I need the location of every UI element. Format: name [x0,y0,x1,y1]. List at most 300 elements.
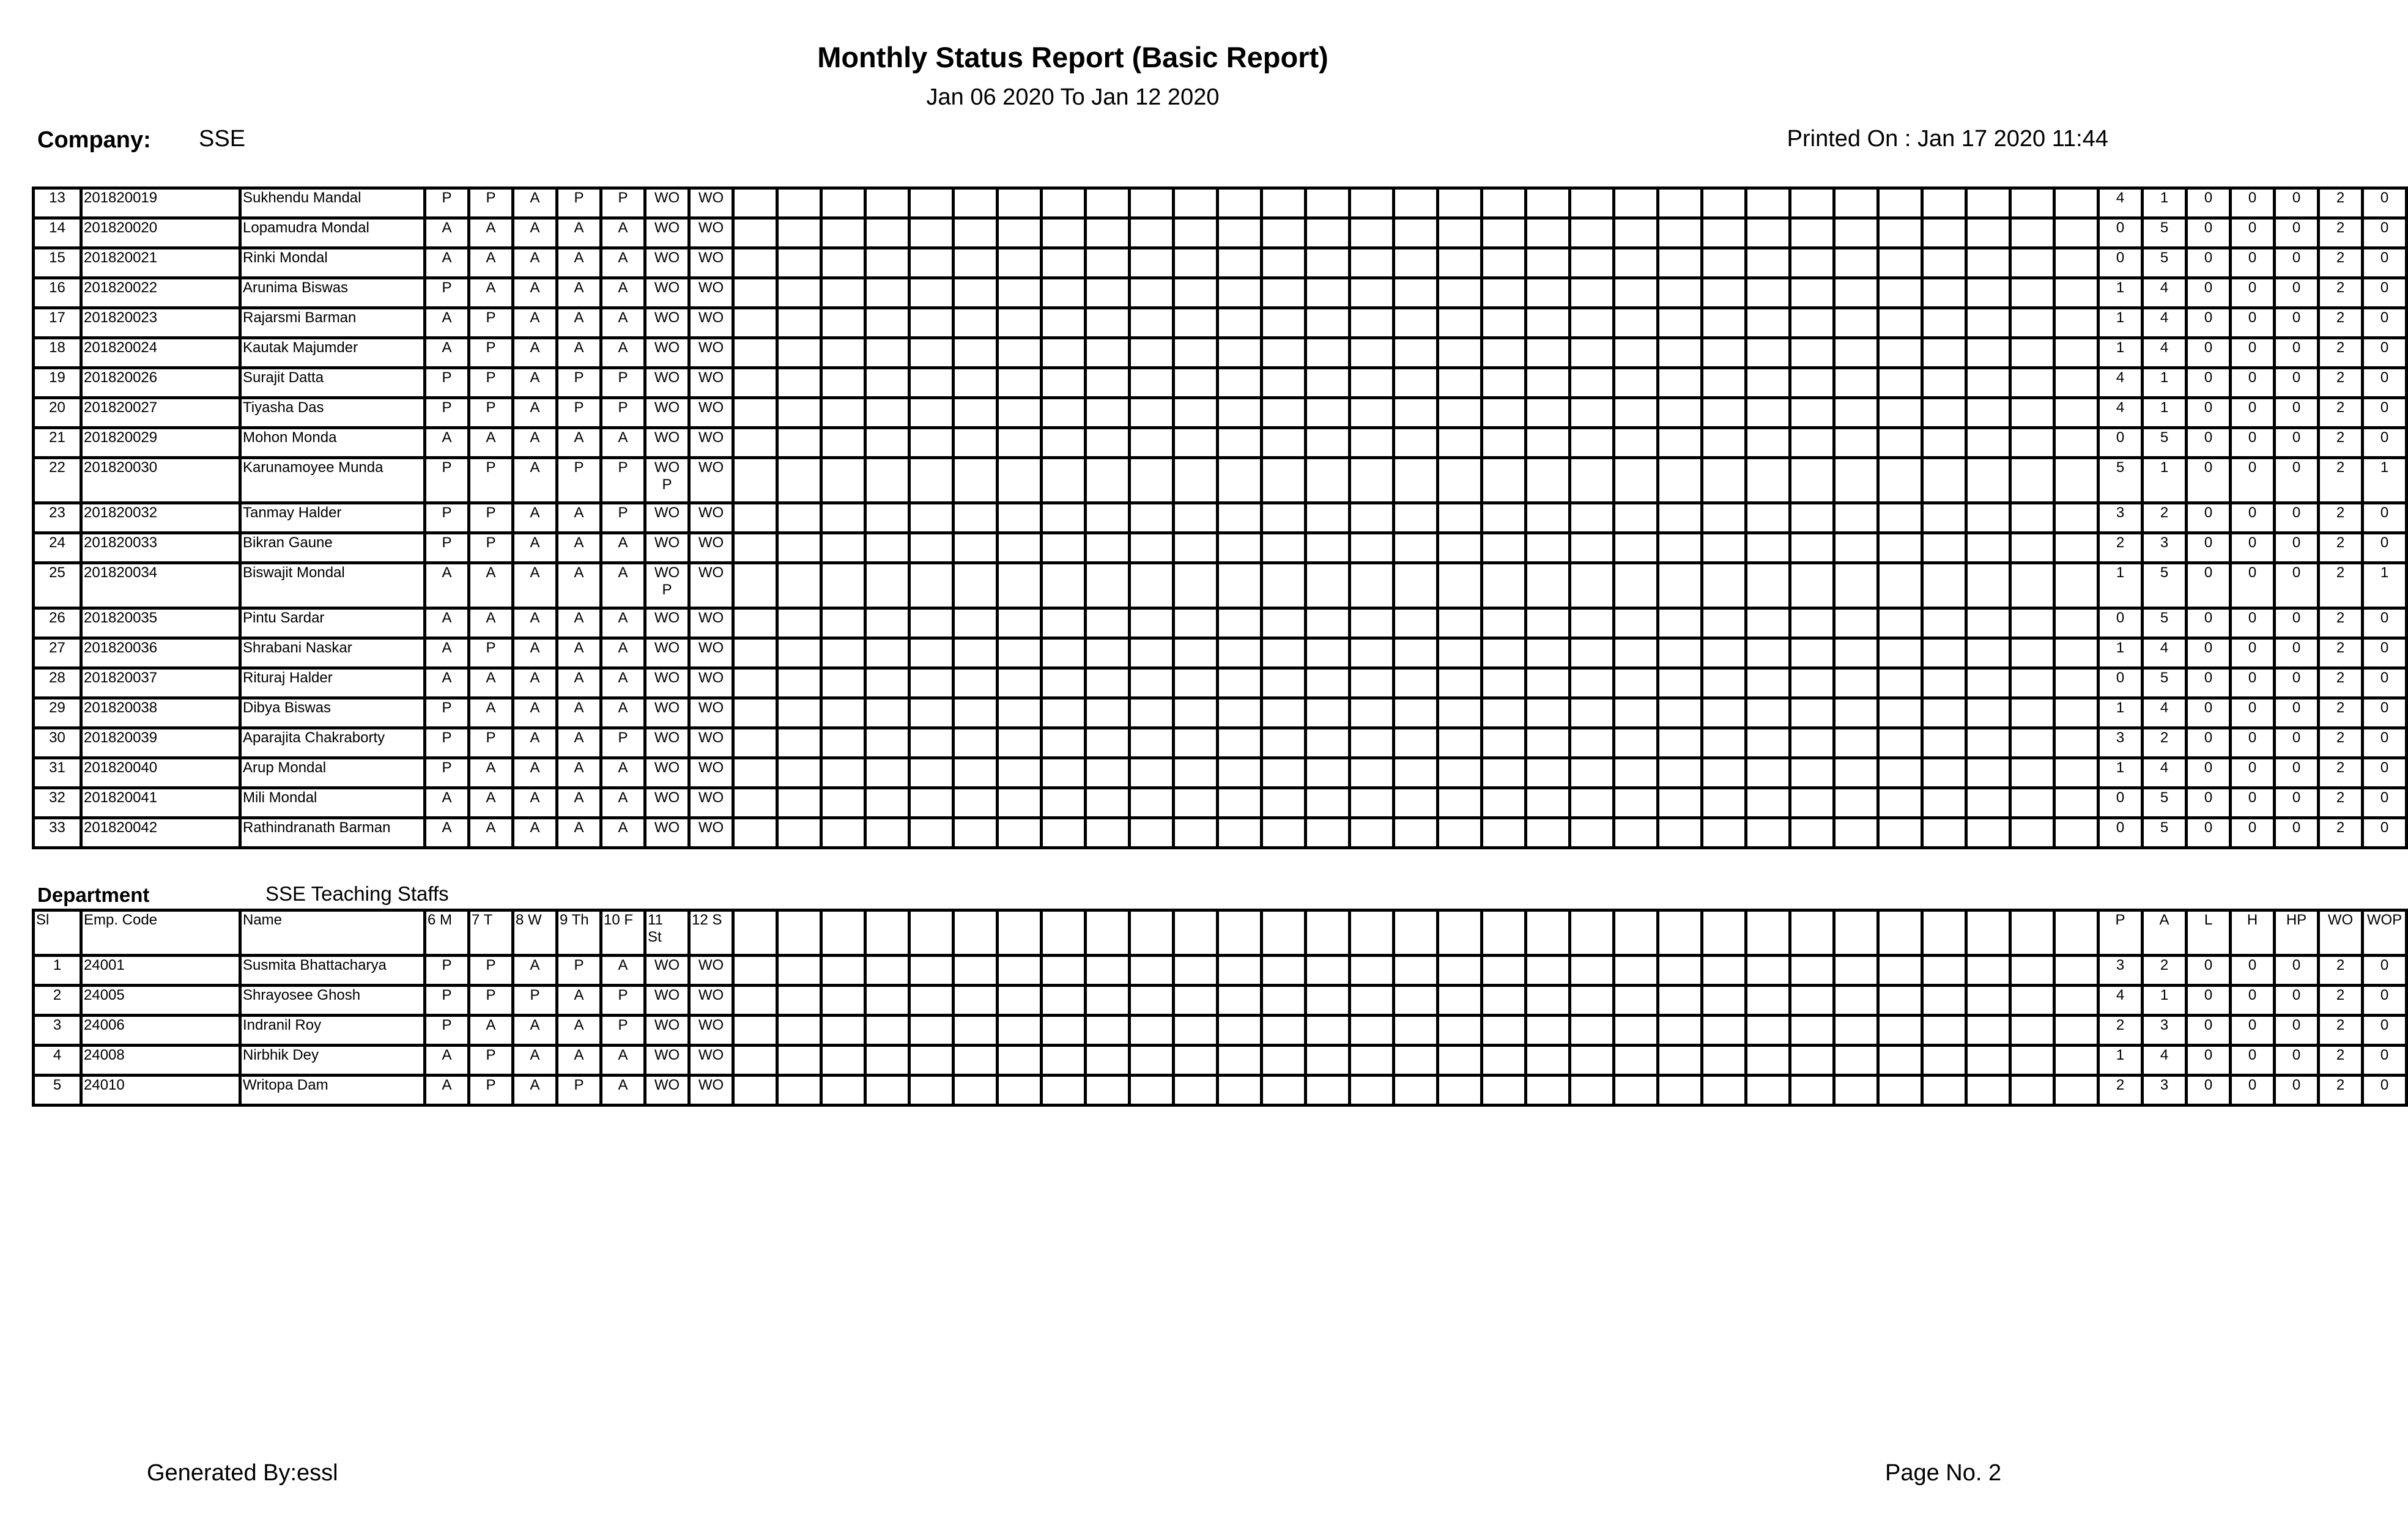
total-cell: 4 [2099,398,2143,428]
empty-day-cell [1218,563,1262,608]
total-cell: 0 [2231,503,2275,533]
empty-day-cell [1878,338,1922,368]
serial-cell: 20 [34,398,81,428]
empty-day-cell [1966,608,2010,638]
table-row [34,278,2407,308]
empty-day-cell [1042,533,1086,563]
empty-day-cell [1966,533,2010,563]
empty-day-cell [909,428,954,458]
empty-day-cell [1218,758,1262,788]
total-cell: 0 [2363,1016,2407,1046]
empty-day-cell [865,608,909,638]
total-cell: 1 [2363,563,2407,608]
empty-day-cell [1394,428,1438,458]
total-cell: 0 [2231,398,2275,428]
total-cell: 0 [2231,428,2275,458]
day-status-cell: A [601,608,645,638]
total-cell: 2 [2319,1076,2363,1105]
empty-day-cell [1262,668,1306,698]
empty-day-cell [1350,278,1394,308]
empty-day-cell [1746,1076,1790,1105]
total-cell: 0 [2275,1046,2319,1076]
empty-day-cell [1966,638,2010,668]
total-cell: 0 [2275,458,2319,503]
day-status-cell: A [425,308,469,338]
empty-day-cell [1702,698,1746,728]
header-day: 8 W [513,910,557,956]
empty-day-cell [1438,398,1482,428]
empty-day-cell [1350,248,1394,278]
empty-day-cell [1086,188,1130,218]
empty-day-cell [1878,248,1922,278]
empty-day-cell [1438,428,1482,458]
empty-day-cell [1658,608,1702,638]
empty-header-cell [1614,910,1658,956]
day-status-cell: P [469,188,513,218]
total-cell: 0 [2187,1076,2231,1105]
total-cell: 0 [2363,428,2407,458]
empty-day-cell [2010,428,2054,458]
empty-day-cell [1306,1046,1350,1076]
header-emp-code: Emp. Code [81,910,240,956]
empty-day-cell [1350,428,1394,458]
empty-day-cell [1174,638,1218,668]
name-cell: Dibya Biswas [240,698,425,728]
total-cell: 2 [2319,1016,2363,1046]
empty-day-cell [1526,728,1570,758]
name-cell: Karunamoyee Munda [240,458,425,503]
total-cell: 0 [2187,398,2231,428]
empty-day-cell [1746,788,1790,818]
empty-day-cell [1746,458,1790,503]
empty-day-cell [1350,398,1394,428]
total-cell: 0 [2231,278,2275,308]
day-status-cell: P [557,1076,601,1105]
total-cell: 0 [2275,956,2319,986]
total-cell: 5 [2143,248,2187,278]
total-cell: 0 [2275,668,2319,698]
empty-day-cell [865,758,909,788]
empty-day-cell [1394,788,1438,818]
empty-day-cell [1042,956,1086,986]
empty-day-cell [1174,278,1218,308]
empty-day-cell [1834,698,1878,728]
total-cell: 0 [2275,218,2319,248]
header-day: 11 St [645,910,689,956]
empty-header-cell [1834,910,1878,956]
empty-day-cell [1086,503,1130,533]
serial-cell: 24 [34,533,81,563]
day-status-cell: A [601,956,645,986]
empty-day-cell [1262,308,1306,338]
empty-day-cell [1966,458,2010,503]
total-cell: 1 [2143,188,2187,218]
empty-day-cell [1174,428,1218,458]
empty-day-cell [1614,788,1658,818]
empty-day-cell [1526,308,1570,338]
emp-code-cell: 24006 [81,1016,240,1046]
empty-day-cell [821,1076,865,1105]
empty-header-cell [1922,910,1966,956]
total-cell: 0 [2363,398,2407,428]
empty-day-cell [1790,533,1834,563]
empty-day-cell [1350,956,1394,986]
total-cell: 1 [2099,563,2143,608]
empty-day-cell [865,368,909,398]
empty-day-cell [1218,1046,1262,1076]
empty-day-cell [1702,338,1746,368]
empty-day-cell [1438,338,1482,368]
day-status-cell: WO [689,503,733,533]
empty-day-cell [2010,458,2054,503]
day-status-cell: A [557,308,601,338]
attendance-table-section2 [32,909,2408,1107]
empty-day-cell [1350,818,1394,848]
empty-day-cell [1174,458,1218,503]
total-cell: 0 [2363,698,2407,728]
day-status-cell: P [469,986,513,1016]
name-cell: Rinki Mondal [240,248,425,278]
empty-day-cell [1526,788,1570,818]
empty-day-cell [1218,503,1262,533]
total-cell: 0 [2363,818,2407,848]
empty-header-cell [2010,910,2054,956]
empty-day-cell [1086,608,1130,638]
day-status-cell: A [513,278,557,308]
empty-day-cell [1438,668,1482,698]
empty-day-cell [777,728,821,758]
empty-day-cell [1790,728,1834,758]
day-status-cell: A [601,338,645,368]
total-cell: 0 [2275,308,2319,338]
empty-day-cell [1526,278,1570,308]
empty-day-cell [1526,503,1570,533]
empty-day-cell [1262,503,1306,533]
empty-day-cell [1702,1076,1746,1105]
empty-day-cell [2054,278,2099,308]
empty-day-cell [1702,308,1746,338]
empty-day-cell [1350,308,1394,338]
empty-day-cell [1482,728,1526,758]
empty-day-cell [1482,428,1526,458]
total-cell: 0 [2231,638,2275,668]
empty-day-cell [1834,818,1878,848]
empty-day-cell [998,533,1042,563]
total-cell: 0 [2275,563,2319,608]
empty-day-cell [1790,278,1834,308]
empty-day-cell [954,1016,998,1046]
empty-header-cell [1350,910,1394,956]
day-status-cell: WO [645,503,689,533]
empty-day-cell [1350,1046,1394,1076]
empty-day-cell [1746,248,1790,278]
serial-cell: 17 [34,308,81,338]
day-status-cell: A [469,698,513,728]
total-cell: 0 [2187,248,2231,278]
total-cell: 0 [2231,533,2275,563]
empty-day-cell [1834,1016,1878,1046]
day-status-cell: WO [689,1016,733,1046]
empty-day-cell [733,563,777,608]
empty-day-cell [1790,608,1834,638]
empty-day-cell [1130,1046,1174,1076]
empty-day-cell [865,788,909,818]
empty-day-cell [1570,278,1614,308]
day-status-cell: A [425,563,469,608]
total-cell: 0 [2187,503,2231,533]
empty-day-cell [1966,788,2010,818]
empty-day-cell [1878,638,1922,668]
empty-day-cell [1262,698,1306,728]
empty-day-cell [1394,398,1438,428]
empty-day-cell [2010,758,2054,788]
day-status-cell: P [469,338,513,368]
empty-day-cell [1702,788,1746,818]
total-cell: 0 [2275,188,2319,218]
empty-day-cell [777,503,821,533]
header-day: 12 S [689,910,733,956]
empty-day-cell [1702,503,1746,533]
empty-day-cell [1570,728,1614,758]
day-status-cell: P [557,188,601,218]
serial-cell: 25 [34,563,81,608]
total-cell: 0 [2231,563,2275,608]
empty-day-cell [1746,1016,1790,1046]
empty-day-cell [2010,986,2054,1016]
total-cell: 0 [2363,668,2407,698]
table-row [34,458,2407,503]
day-status-cell: WO [645,818,689,848]
total-cell: 5 [2099,458,2143,503]
empty-day-cell [1834,956,1878,986]
empty-day-cell [2054,563,2099,608]
empty-day-cell [1482,668,1526,698]
emp-code-cell: 201820032 [81,503,240,533]
empty-day-cell [1834,278,1878,308]
empty-day-cell [1658,533,1702,563]
empty-day-cell [1174,788,1218,818]
total-cell: 2 [2319,608,2363,638]
empty-day-cell [998,218,1042,248]
empty-day-cell [1966,698,2010,728]
total-cell: 0 [2231,458,2275,503]
day-status-cell: P [601,1016,645,1046]
empty-header-cell [1746,910,1790,956]
day-status-cell: A [469,428,513,458]
empty-day-cell [1966,986,2010,1016]
empty-day-cell [1658,188,1702,218]
empty-day-cell [1922,956,1966,986]
header-day: 9 Th [557,910,601,956]
empty-day-cell [865,503,909,533]
empty-day-cell [1746,956,1790,986]
empty-day-cell [865,533,909,563]
empty-day-cell [821,728,865,758]
total-cell: 2 [2319,818,2363,848]
total-cell: 0 [2099,428,2143,458]
empty-day-cell [1218,608,1262,638]
empty-day-cell [1526,398,1570,428]
serial-cell: 5 [34,1076,81,1105]
total-cell: 2 [2319,188,2363,218]
total-cell: 0 [2231,188,2275,218]
empty-day-cell [909,188,954,218]
empty-day-cell [1350,368,1394,398]
emp-code-cell: 201820029 [81,428,240,458]
empty-day-cell [1086,338,1130,368]
empty-day-cell [1570,218,1614,248]
serial-cell: 22 [34,458,81,503]
empty-day-cell [1790,698,1834,728]
empty-day-cell [998,638,1042,668]
empty-day-cell [1042,338,1086,368]
empty-day-cell [777,818,821,848]
empty-day-cell [1482,758,1526,788]
empty-day-cell [1438,503,1482,533]
empty-day-cell [1878,1046,1922,1076]
table-row [34,503,2407,533]
empty-day-cell [2054,218,2099,248]
empty-day-cell [1394,278,1438,308]
total-cell: 0 [2363,218,2407,248]
day-status-cell: WO P [645,563,689,608]
empty-day-cell [1790,638,1834,668]
day-status-cell: P [601,188,645,218]
empty-day-cell [1614,398,1658,428]
empty-day-cell [1174,608,1218,638]
day-status-cell: WO [645,308,689,338]
empty-day-cell [1086,218,1130,248]
page-number: Page No. 2 [1885,1460,2002,1486]
empty-day-cell [1966,248,2010,278]
empty-day-cell [954,956,998,986]
empty-day-cell [1042,1076,1086,1105]
serial-cell: 21 [34,428,81,458]
empty-day-cell [998,338,1042,368]
day-status-cell: P [425,986,469,1016]
table-row [34,638,2407,668]
empty-day-cell [1218,428,1262,458]
day-status-cell: A [513,788,557,818]
empty-day-cell [1878,458,1922,503]
empty-day-cell [954,758,998,788]
empty-day-cell [1922,188,1966,218]
total-cell: 2 [2319,788,2363,818]
empty-day-cell [2054,1016,2099,1046]
empty-day-cell [2054,668,2099,698]
empty-day-cell [1174,368,1218,398]
empty-day-cell [865,278,909,308]
empty-day-cell [733,248,777,278]
day-status-cell: P [469,638,513,668]
empty-day-cell [1042,788,1086,818]
day-status-cell: P [425,368,469,398]
empty-day-cell [1790,818,1834,848]
total-cell: 5 [2143,218,2187,248]
empty-day-cell [954,503,998,533]
empty-day-cell [1350,668,1394,698]
empty-day-cell [777,638,821,668]
day-status-cell: A [601,668,645,698]
total-cell: 0 [2231,368,2275,398]
empty-day-cell [1438,758,1482,788]
total-cell: 0 [2099,788,2143,818]
empty-day-cell [1130,398,1174,428]
empty-day-cell [1834,728,1878,758]
empty-day-cell [1570,503,1614,533]
total-cell: 0 [2363,278,2407,308]
total-cell: 1 [2099,308,2143,338]
empty-day-cell [1130,308,1174,338]
total-cell: 0 [2187,338,2231,368]
day-status-cell: A [513,533,557,563]
empty-day-cell [733,818,777,848]
empty-day-cell [2054,338,2099,368]
empty-day-cell [1702,278,1746,308]
day-status-cell: A [469,608,513,638]
day-status-cell: WO [645,986,689,1016]
empty-day-cell [1570,248,1614,278]
empty-day-cell [865,728,909,758]
empty-day-cell [1482,308,1526,338]
empty-day-cell [1394,728,1438,758]
total-cell: 0 [2275,278,2319,308]
empty-day-cell [1966,308,2010,338]
empty-day-cell [1218,458,1262,503]
empty-header-cell [1878,910,1922,956]
empty-day-cell [1174,1046,1218,1076]
empty-day-cell [1086,758,1130,788]
empty-day-cell [1042,563,1086,608]
table-row [34,728,2407,758]
empty-header-cell [1174,910,1218,956]
empty-day-cell [909,1046,954,1076]
name-cell: Pintu Sardar [240,608,425,638]
day-status-cell: P [425,533,469,563]
table-row [34,248,2407,278]
day-status-cell: A [557,278,601,308]
empty-day-cell [865,986,909,1016]
empty-day-cell [2010,698,2054,728]
day-status-cell: A [425,638,469,668]
empty-day-cell [2054,503,2099,533]
empty-day-cell [1482,1016,1526,1046]
empty-day-cell [1042,278,1086,308]
empty-day-cell [1130,728,1174,758]
empty-day-cell [1438,788,1482,818]
day-status-cell: WO [689,638,733,668]
empty-day-cell [733,278,777,308]
empty-day-cell [777,986,821,1016]
total-cell: 2 [2319,278,2363,308]
emp-code-cell: 201820024 [81,338,240,368]
empty-day-cell [1350,788,1394,818]
empty-day-cell [909,398,954,428]
empty-header-cell [1570,910,1614,956]
empty-day-cell [2010,248,2054,278]
empty-day-cell [1218,308,1262,338]
day-status-cell: A [557,638,601,668]
table-header-row [34,910,2407,956]
day-status-cell: A [557,698,601,728]
empty-day-cell [1922,218,1966,248]
empty-day-cell [1482,638,1526,668]
empty-day-cell [1526,563,1570,608]
empty-day-cell [1482,398,1526,428]
total-cell: 2 [2319,308,2363,338]
serial-cell: 1 [34,956,81,986]
empty-day-cell [1834,533,1878,563]
